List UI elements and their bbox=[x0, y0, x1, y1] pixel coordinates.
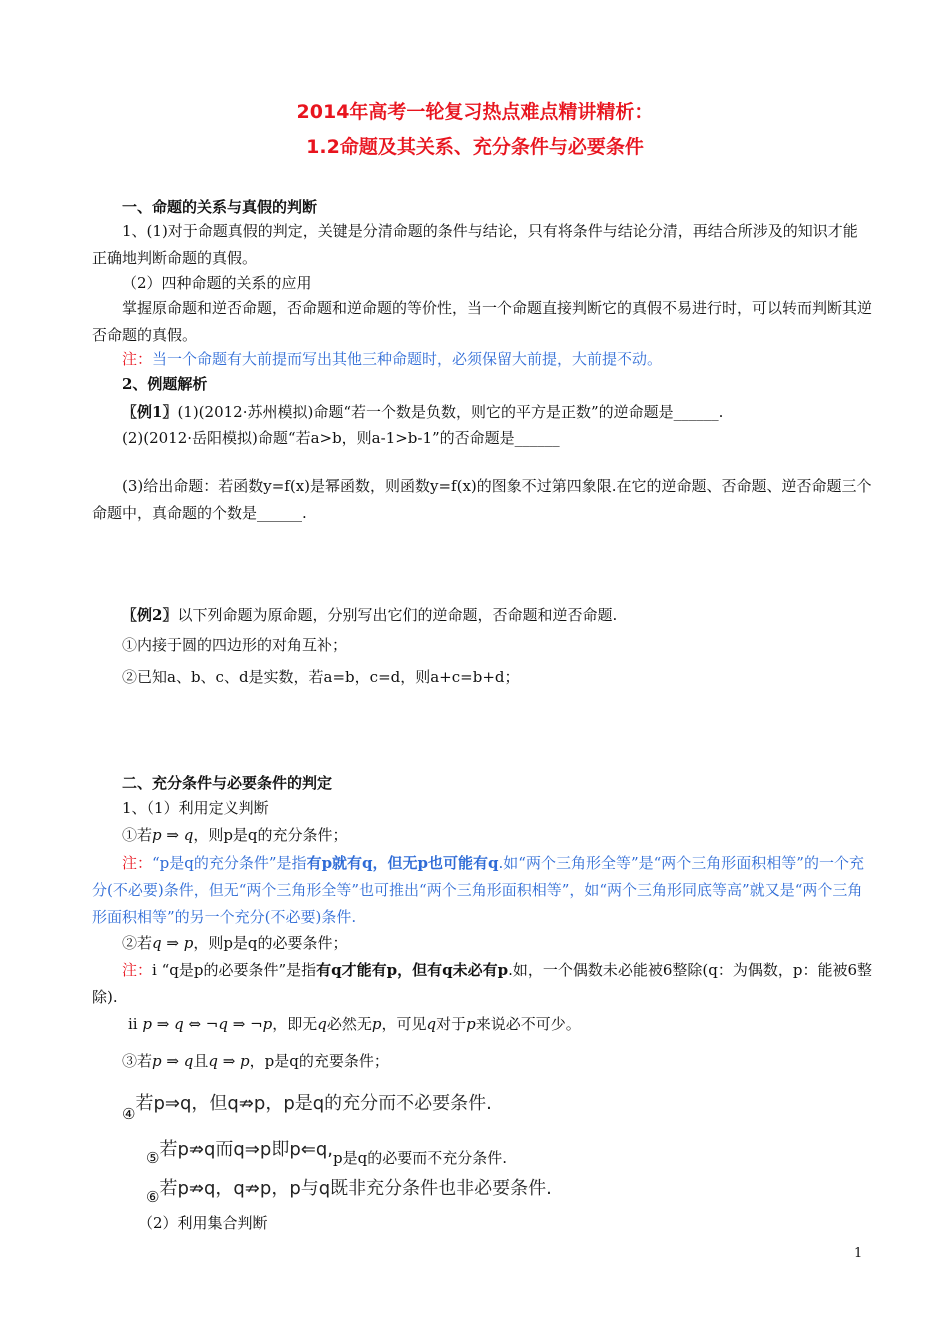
ii-suffix: 来说必不可少。 bbox=[475, 1015, 581, 1033]
example1-q1-text: (1)(2012·苏州模拟)命题“若一个数是负数，则它的平方是正数”的逆命题是______. bbox=[177, 403, 724, 421]
ii-mid-4: 对于 bbox=[436, 1015, 467, 1033]
condition-3-prefix: ③若 bbox=[122, 1052, 153, 1070]
condition-1-expression: p ⇒ q bbox=[152, 826, 194, 844]
condition-5 bbox=[146, 1136, 926, 1167]
ii-q: q bbox=[317, 1015, 327, 1033]
note1-part-a: “p是q的充分条件”是指 bbox=[152, 854, 307, 872]
example2-intro bbox=[122, 602, 902, 629]
ii-mid-3: ，可见 bbox=[381, 1015, 427, 1033]
note2-part-a: i “q是p的必要条件”是指 bbox=[152, 961, 317, 979]
condition-3 bbox=[122, 1048, 902, 1075]
condition-5-number: ⑤ bbox=[146, 1149, 160, 1167]
ii-mid-2: 必然无 bbox=[326, 1015, 372, 1033]
condition-4-text: 若p⇒q，但q⇏p，p是q的充分而不必要条件. bbox=[135, 1093, 492, 1114]
page-number: 1 bbox=[854, 1246, 863, 1261]
ii-p: p bbox=[371, 1015, 382, 1033]
note2-label: 注： bbox=[122, 961, 153, 979]
section2-subheading-1: 1、（1）利用定义判断 bbox=[122, 799, 269, 817]
condition-5-suffix: p是q的必要而不充分条件. bbox=[332, 1149, 507, 1167]
section1-paragraph-1: 1、(1)对于命题真假的判定，关键是分清命题的条件与结论，只有将条件与结论分清，再结合所涉及的知识才能正确地判断命题的真假。 bbox=[92, 222, 858, 267]
condition-2-suffix: ，则p是q的必要条件； bbox=[193, 934, 348, 952]
ii-expression: p ⇒ q ⇔ ¬q ⇒ ¬p bbox=[142, 1015, 273, 1033]
title-line-2: 1.2命题及其关系、充分条件与必要条件 bbox=[306, 136, 644, 158]
condition-1 bbox=[122, 822, 902, 849]
section2-subheading-2: （2）利用集合判断 bbox=[138, 1214, 268, 1232]
condition-3-suffix: ，p是q的充要条件； bbox=[249, 1052, 389, 1070]
example2-item-2: ②已知a、b、c、d是实数，若a=b，c=d，则a+c=b+d； bbox=[122, 668, 520, 686]
note2-part-c: .如，一个偶数未必能被6整除(q：为偶数，p：能被6整除). bbox=[92, 961, 873, 1006]
condition-3-expression-1: p ⇒ q bbox=[152, 1052, 194, 1070]
note-label: 注： bbox=[122, 350, 153, 368]
condition-6 bbox=[146, 1175, 926, 1206]
condition-5-text: 若p⇏q而q⇒p即p⇐q, bbox=[159, 1139, 333, 1160]
condition-6-number: ⑥ bbox=[146, 1188, 160, 1206]
note1-label: 注： bbox=[122, 854, 153, 872]
example1-label: 〖例1〗 bbox=[122, 403, 178, 421]
condition-2-expression: q ⇒ p bbox=[152, 934, 194, 952]
condition-ii bbox=[128, 1011, 908, 1038]
condition-3-expression-2: q ⇒ p bbox=[208, 1052, 250, 1070]
section1-heading: 一、命题的关系与真假的判断 bbox=[122, 198, 318, 216]
example2-item-1: ①内接于圆的四边形的对角互补； bbox=[122, 636, 348, 654]
example1-question-2: (2)(2012·岳阳模拟)命题“若a>b，则a-1>b-1”的否命题是______ bbox=[122, 429, 560, 447]
condition-2-note bbox=[92, 957, 872, 1011]
example2-text: 以下列命题为原命题，分别写出它们的逆命题，否命题和逆否命题. bbox=[177, 606, 618, 624]
example2-label: 〖例2〗 bbox=[122, 606, 178, 624]
condition-4-number: ④ bbox=[122, 1105, 136, 1123]
condition-2 bbox=[122, 930, 902, 957]
condition-2-prefix: ②若 bbox=[122, 934, 153, 952]
ii-prefix: ii bbox=[128, 1015, 138, 1033]
section1-paragraph-3: 掌握原命题和逆否命题，否命题和逆命题的等价性，当一个命题直接判断它的真假不易进行时，可以转而判断其逆否命题的真假。 bbox=[92, 299, 873, 344]
ii-mid-1: ，即无 bbox=[272, 1015, 318, 1033]
condition-1-suffix: ，则p是q的充分条件； bbox=[193, 826, 348, 844]
ii-q-2: q bbox=[426, 1015, 437, 1033]
section1-note bbox=[122, 346, 902, 373]
example1-question-3: (3)给出命题：若函数y=f(x)是幂函数，则函数y=f(x)的图象不过第四象限.在它的逆命题、否命题、逆否命题三个命题中，真命题的个数是______. bbox=[92, 477, 872, 522]
note-text: 当一个命题有大前提而写出其他三种命题时，必须保留大前提，大前提不动。 bbox=[152, 350, 663, 368]
note2-part-b: 有q才能有p，但有q未必有p bbox=[316, 961, 509, 979]
condition-6-text: 若p⇏q，q⇏p，p与q既非充分条件也非必要条件. bbox=[159, 1178, 552, 1199]
section2-heading: 二、充分条件与必要条件的判定 bbox=[122, 774, 333, 792]
condition-4 bbox=[122, 1090, 902, 1123]
ii-p-2: p bbox=[466, 1015, 476, 1033]
note1-part-b: 有p就有q，但无p也可能有q bbox=[306, 854, 499, 872]
condition-1-prefix: ①若 bbox=[122, 826, 153, 844]
condition-1-note bbox=[92, 850, 872, 931]
condition-3-and: 且 bbox=[193, 1052, 209, 1070]
examples-heading: 2、例题解析 bbox=[122, 375, 208, 393]
title-line-1: 2014年高考一轮复习热点难点精讲精析： bbox=[296, 101, 654, 123]
example1-question-1 bbox=[122, 399, 902, 426]
section1-paragraph-2: （2）四种命题的关系的应用 bbox=[122, 274, 312, 292]
note1-part-c: .如“两个三角形全等”是“两个三角形面积相等”的一个充分(不必要)条件，但无“两个三角形全等”也可推出“两个三角形面积相等”，如“两个三角形同底等高”就又是“两个三角形面积相等”的另一个充分(不必要)条件. bbox=[92, 854, 864, 926]
